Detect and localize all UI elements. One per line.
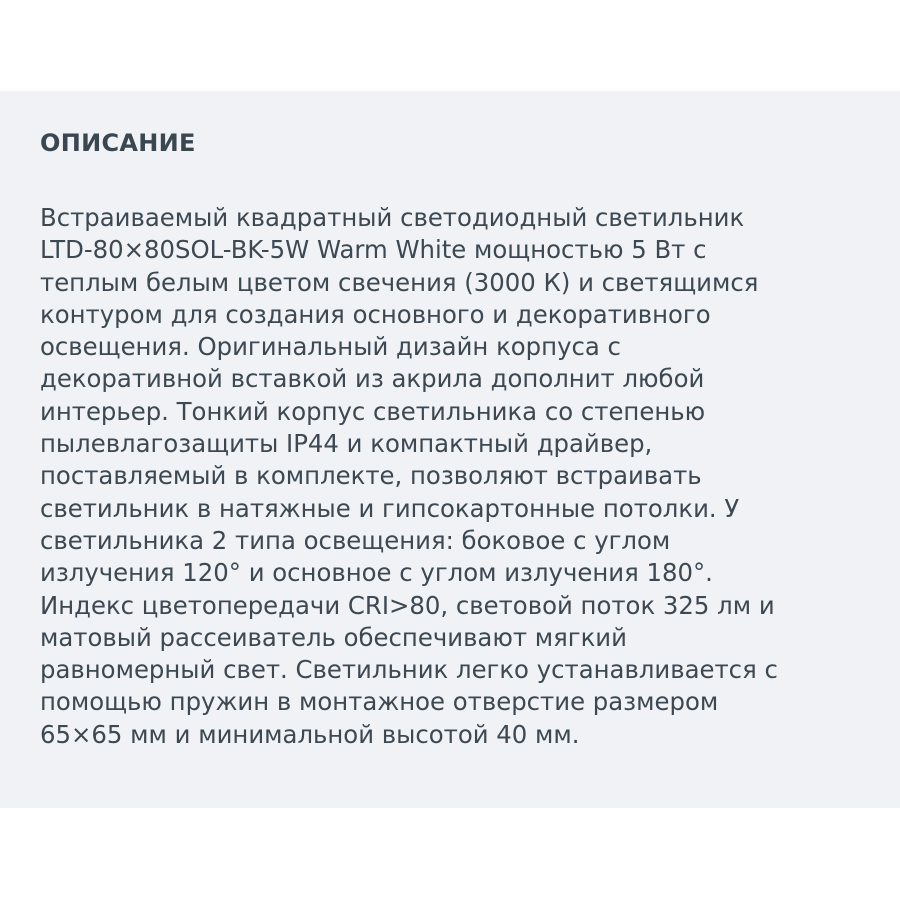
description-line: пылевлагозащиты IP44 и компактный драйвер, (40, 429, 653, 459)
description-line: поставляемый в комплекте, позволяют встраивать (40, 461, 702, 491)
description-line: Встраиваемый квадратный светодиодный светильник (40, 203, 745, 232)
description-line: светильник в натяжные и гипсокартонные потолки. У (40, 493, 740, 523)
description-text (40, 202, 890, 751)
description-line: 65×65 мм и минимальной высотой 40 мм. (40, 719, 580, 749)
description-line: Индекс цветопередачи CRI>80, световой поток 325 лм и (40, 590, 775, 620)
description-line: интерьер. Тонкий корпус светильника со степенью (40, 396, 706, 426)
description-line: теплым белым цветом свечения (3000 К) и светящимся (40, 267, 759, 297)
description-line: LTD-80×80SOL-BK-5W Warm White мощностью 5 Вт с (40, 235, 707, 265)
description-line: декоративной вставкой из акрила дополнит любой (40, 364, 705, 394)
description-line: контуром для создания основного и декоративного (40, 299, 711, 329)
description-line: помощью пружин в монтажное отверстие размером (40, 687, 719, 717)
description-line: матовый рассеиватель обеспечивают мягкий (40, 622, 627, 652)
description-line: светильника 2 типа освещения: боковое с углом (40, 525, 671, 555)
description-line: равномерный свет. Светильник легко устанавливается с (40, 655, 778, 685)
description-line: излучения 120° и основное с углом излучения 180°. (40, 558, 713, 588)
description-line: освещения. Оригинальный дизайн корпуса с (40, 332, 621, 362)
section-title: ОПИСАНИЕ (40, 129, 196, 157)
